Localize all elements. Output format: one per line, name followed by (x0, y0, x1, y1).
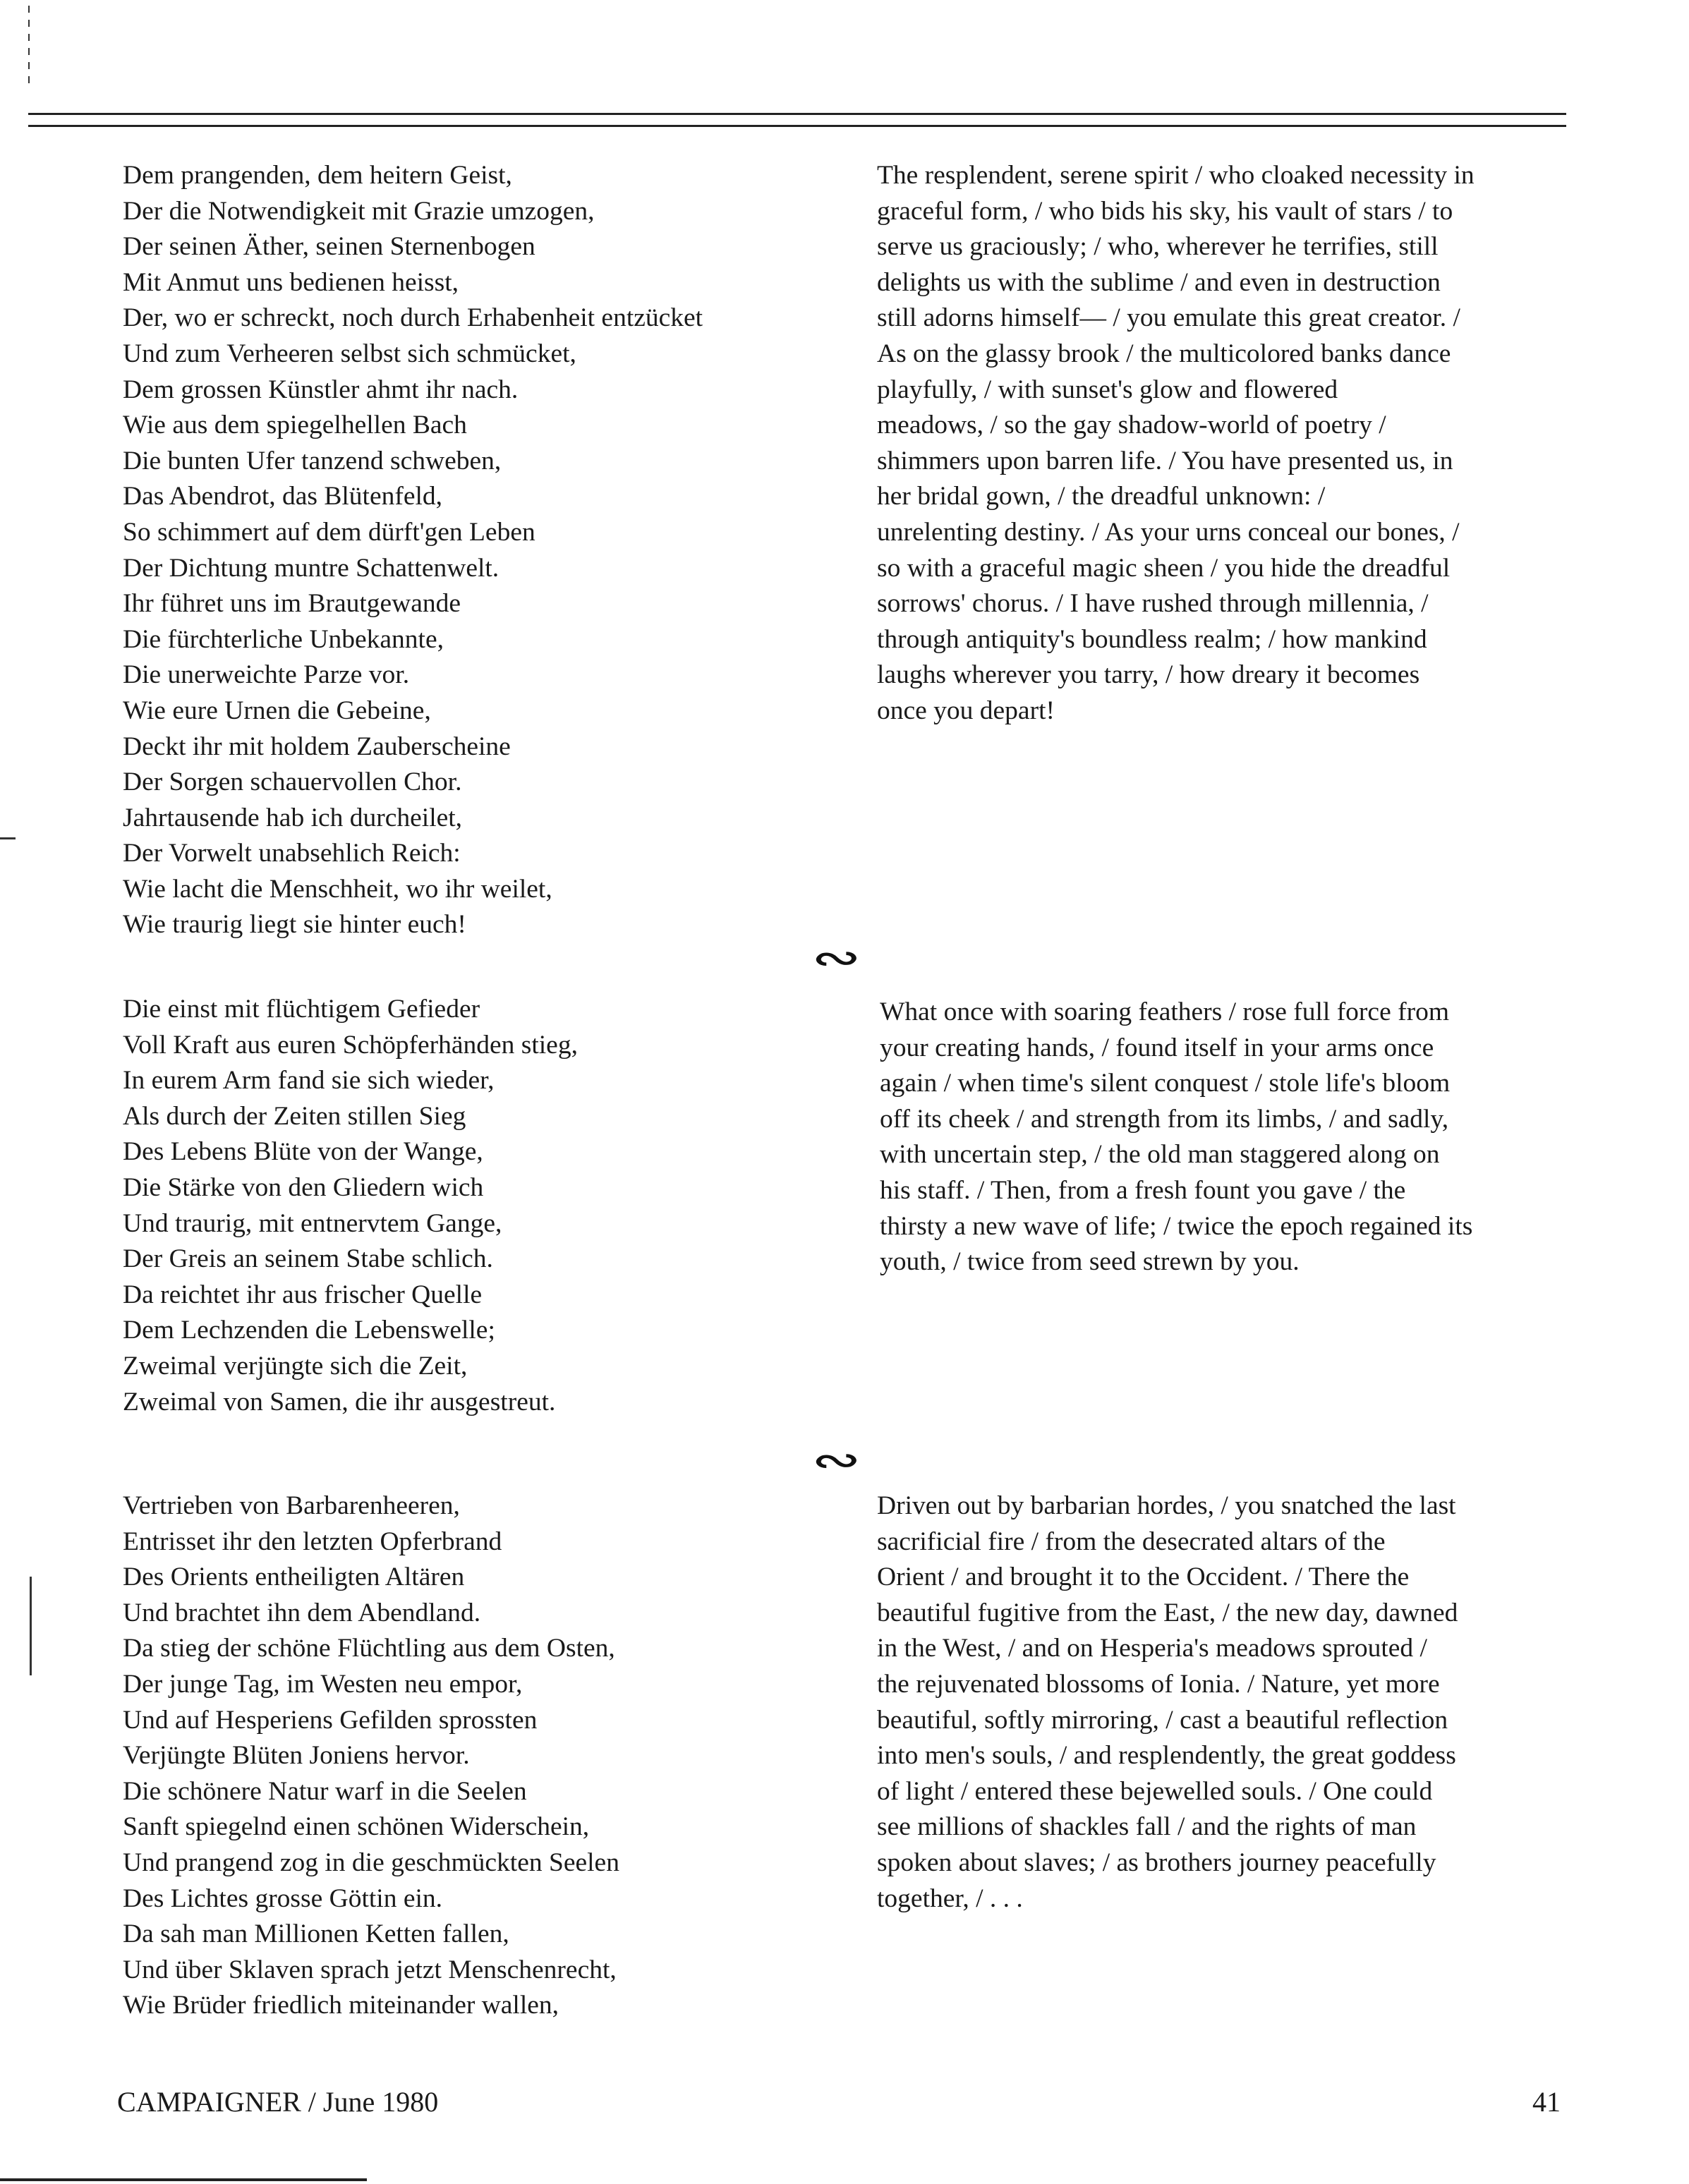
margin-bracket (30, 1577, 32, 1675)
verse-line: Die einst mit flüchtigem Gefieder (123, 995, 480, 1024)
verse-line: Zweimal verjüngte sich die Zeit, (123, 1351, 468, 1381)
verse-line: Wie Brüder friedlich miteinander wallen, (123, 1991, 559, 2020)
verse-line: So schimmert auf dem dürft'gen Leben (123, 517, 535, 547)
verse-line: Und prangend zog in die geschmückten Seelen (123, 1848, 619, 1877)
verse-line: Mit Anmut uns bedienen heisst, (123, 267, 459, 297)
verse-line: Wie lacht die Menschheit, wo ihr weilet, (123, 874, 552, 904)
english-stanza-2: What once with soaring feathers / rose full force from your creating hands, / found itself in your arms once again / when time's silent conquest / stole life's bloom off its cheek / and strength from its limbs, / and sadly, with uncertain step, / the old man staggered along on his staff. / Then, from a fresh fount you gave / the thirsty a new wave of life; / twice the epoch regained its youth, / twice from seed strewn by you. (880, 997, 1473, 1277)
verse-line: Wie eure Urnen die Gebeine, (123, 696, 431, 725)
verse-line: Die fürchterliche Unbekannte, (123, 624, 444, 654)
verse-line: Der Dichtung muntre Schattenwelt. (123, 553, 500, 583)
verse-line: Wie traurig liegt sie hinter euch! (123, 910, 466, 940)
verse-line: Des Lebens Blüte von der Wange, (123, 1137, 483, 1167)
bottom-rule (0, 2178, 367, 2181)
verse-line: Ihr führet uns im Brautgewande (123, 589, 461, 619)
verse-line: Deckt ihr mit holdem Zauberscheine (123, 732, 511, 761)
verse-line: Jahrtausende hab ich durcheilet, (123, 803, 463, 832)
verse-line: Die unerweichte Parze vor. (123, 660, 410, 690)
verse-line: Da stieg der schöne Flüchtling aus dem Osten, (123, 1634, 615, 1663)
verse-line: Da reichtet ihr aus frischer Quelle (123, 1280, 483, 1309)
verse-line: Vertrieben von Barbarenheeren, (123, 1491, 460, 1520)
english-stanza-1: The resplendent, serene spirit / who cloaked necessity in graceful form, / who bids his sky, his vault of stars / to serve us graciously; / who, wherever he terrifies, still delights us with the sublime / and even in destruction still adorns himself— / you emulate this great creator. / As on the glassy brook / the multicolored banks dance playfully, / with sunset's glow and flowered meadows, / so the gay shadow-world of poetry / shimmers upon barren life. / You have presented us, in her bridal gown, / the dreadful unknown: / unrelenting destiny. / As your urns conceal our bones, / so with a graceful magic sheen / you hide the dreadful sorrows' chorus. / I have rushed through millennia, / through antiquity's boundless realm; / how mankind laughs wherever you tarry, / how dreary it becomes once you depart! (877, 161, 1475, 725)
german-stanza-3 (123, 1488, 619, 2024)
verse-line: Der Greis an seinem Stabe schlich. (123, 1244, 493, 1274)
verse-line: Sanft spiegelnd einen schönen Widerschein, (123, 1812, 590, 1842)
verse-line: Der seinen Äther, seinen Sternenbogen (123, 232, 535, 262)
english-stanza-3: Driven out by barbarian hordes, / you snatched the last sacrificial fire / from the desecrated altars of the Orient / and brought it to the Occident. / There the beautiful fugitive from the East, / the new day, dawned in the West, / and on Hesperia's meadows sprouted / the rejuvenated blossoms of Ionia. / Nature, yet more beautiful, softly mirroring, / cast a beautiful reflection into men's souls, / and resplendently, the great goddess of light / entered these bejewelled souls. / One could see millions of shackles fall / and the rights of man spoken about slaves; / as brothers journey peacefully together, / . . . (877, 1491, 1458, 1913)
verse-line: Und brachtet ihn dem Abendland. (123, 1598, 481, 1627)
verse-line: Der, wo er schreckt, noch durch Erhabenheit entzücket (123, 303, 703, 333)
verse-line: Entrisset ihr den letzten Opferbrand (123, 1527, 502, 1556)
verse-line: Wie aus dem spiegelhellen Bach (123, 411, 467, 440)
verse-line: Verjüngte Blüten Joniens hervor. (123, 1741, 470, 1771)
verse-line: Des Orients entheiligten Altären (123, 1563, 465, 1592)
verse-line: Das Abendrot, das Blütenfeld, (123, 482, 443, 511)
german-stanza-1 (123, 158, 703, 943)
stanza-divider-icon: ∾ (811, 1436, 861, 1485)
verse-line: Und über Sklaven sprach jetzt Menschenrecht, (123, 1955, 617, 1984)
verse-line: Dem prangenden, dem heitern Geist, (123, 161, 512, 190)
verse-line: Dem grossen Künstler ahmt ihr nach. (123, 375, 519, 404)
verse-line: Als durch der Zeiten stillen Sieg (123, 1101, 466, 1131)
verse-line: Des Lichtes grosse Göttin ein. (123, 1883, 443, 1913)
footer-publication: CAMPAIGNER / June 1980 (117, 2086, 439, 2118)
verse-line: Voll Kraft aus euren Schöpferhänden stieg, (123, 1030, 578, 1060)
verse-line: Der Vorwelt unabsehlich Reich: (123, 839, 461, 868)
verse-line: Der die Notwendigkeit mit Grazie umzogen, (123, 196, 595, 226)
verse-line: Der Sorgen schauervollen Chor. (123, 768, 462, 797)
verse-line: Die bunten Ufer tanzend schweben, (123, 446, 502, 475)
footer-page-number: 41 (1532, 2086, 1561, 2118)
verse-line: Zweimal von Samen, die ihr ausgestreut. (123, 1387, 556, 1416)
verse-line: Da sah man Millionen Ketten fallen, (123, 1919, 509, 1949)
german-stanza-2 (123, 992, 578, 1420)
verse-line: Die schönere Natur warf in die Seelen (123, 1776, 527, 1806)
margin-tick (28, 6, 30, 83)
stanza-divider-icon: ∾ (811, 933, 861, 983)
verse-line: Der junge Tag, im Westen neu empor, (123, 1669, 523, 1699)
verse-line: Und traurig, mit entnervtem Gange, (123, 1208, 502, 1238)
header-double-rule (28, 113, 1566, 127)
margin-dash (0, 837, 16, 839)
verse-line: Dem Lechzenden die Lebenswelle; (123, 1316, 495, 1345)
verse-line: Und zum Verheeren selbst sich schmücket, (123, 339, 576, 368)
verse-line: Die Stärke von den Gliedern wich (123, 1172, 484, 1202)
verse-line: In eurem Arm fand sie sich wieder, (123, 1066, 495, 1096)
verse-line: Und auf Hesperiens Gefilden sprossten (123, 1705, 538, 1735)
